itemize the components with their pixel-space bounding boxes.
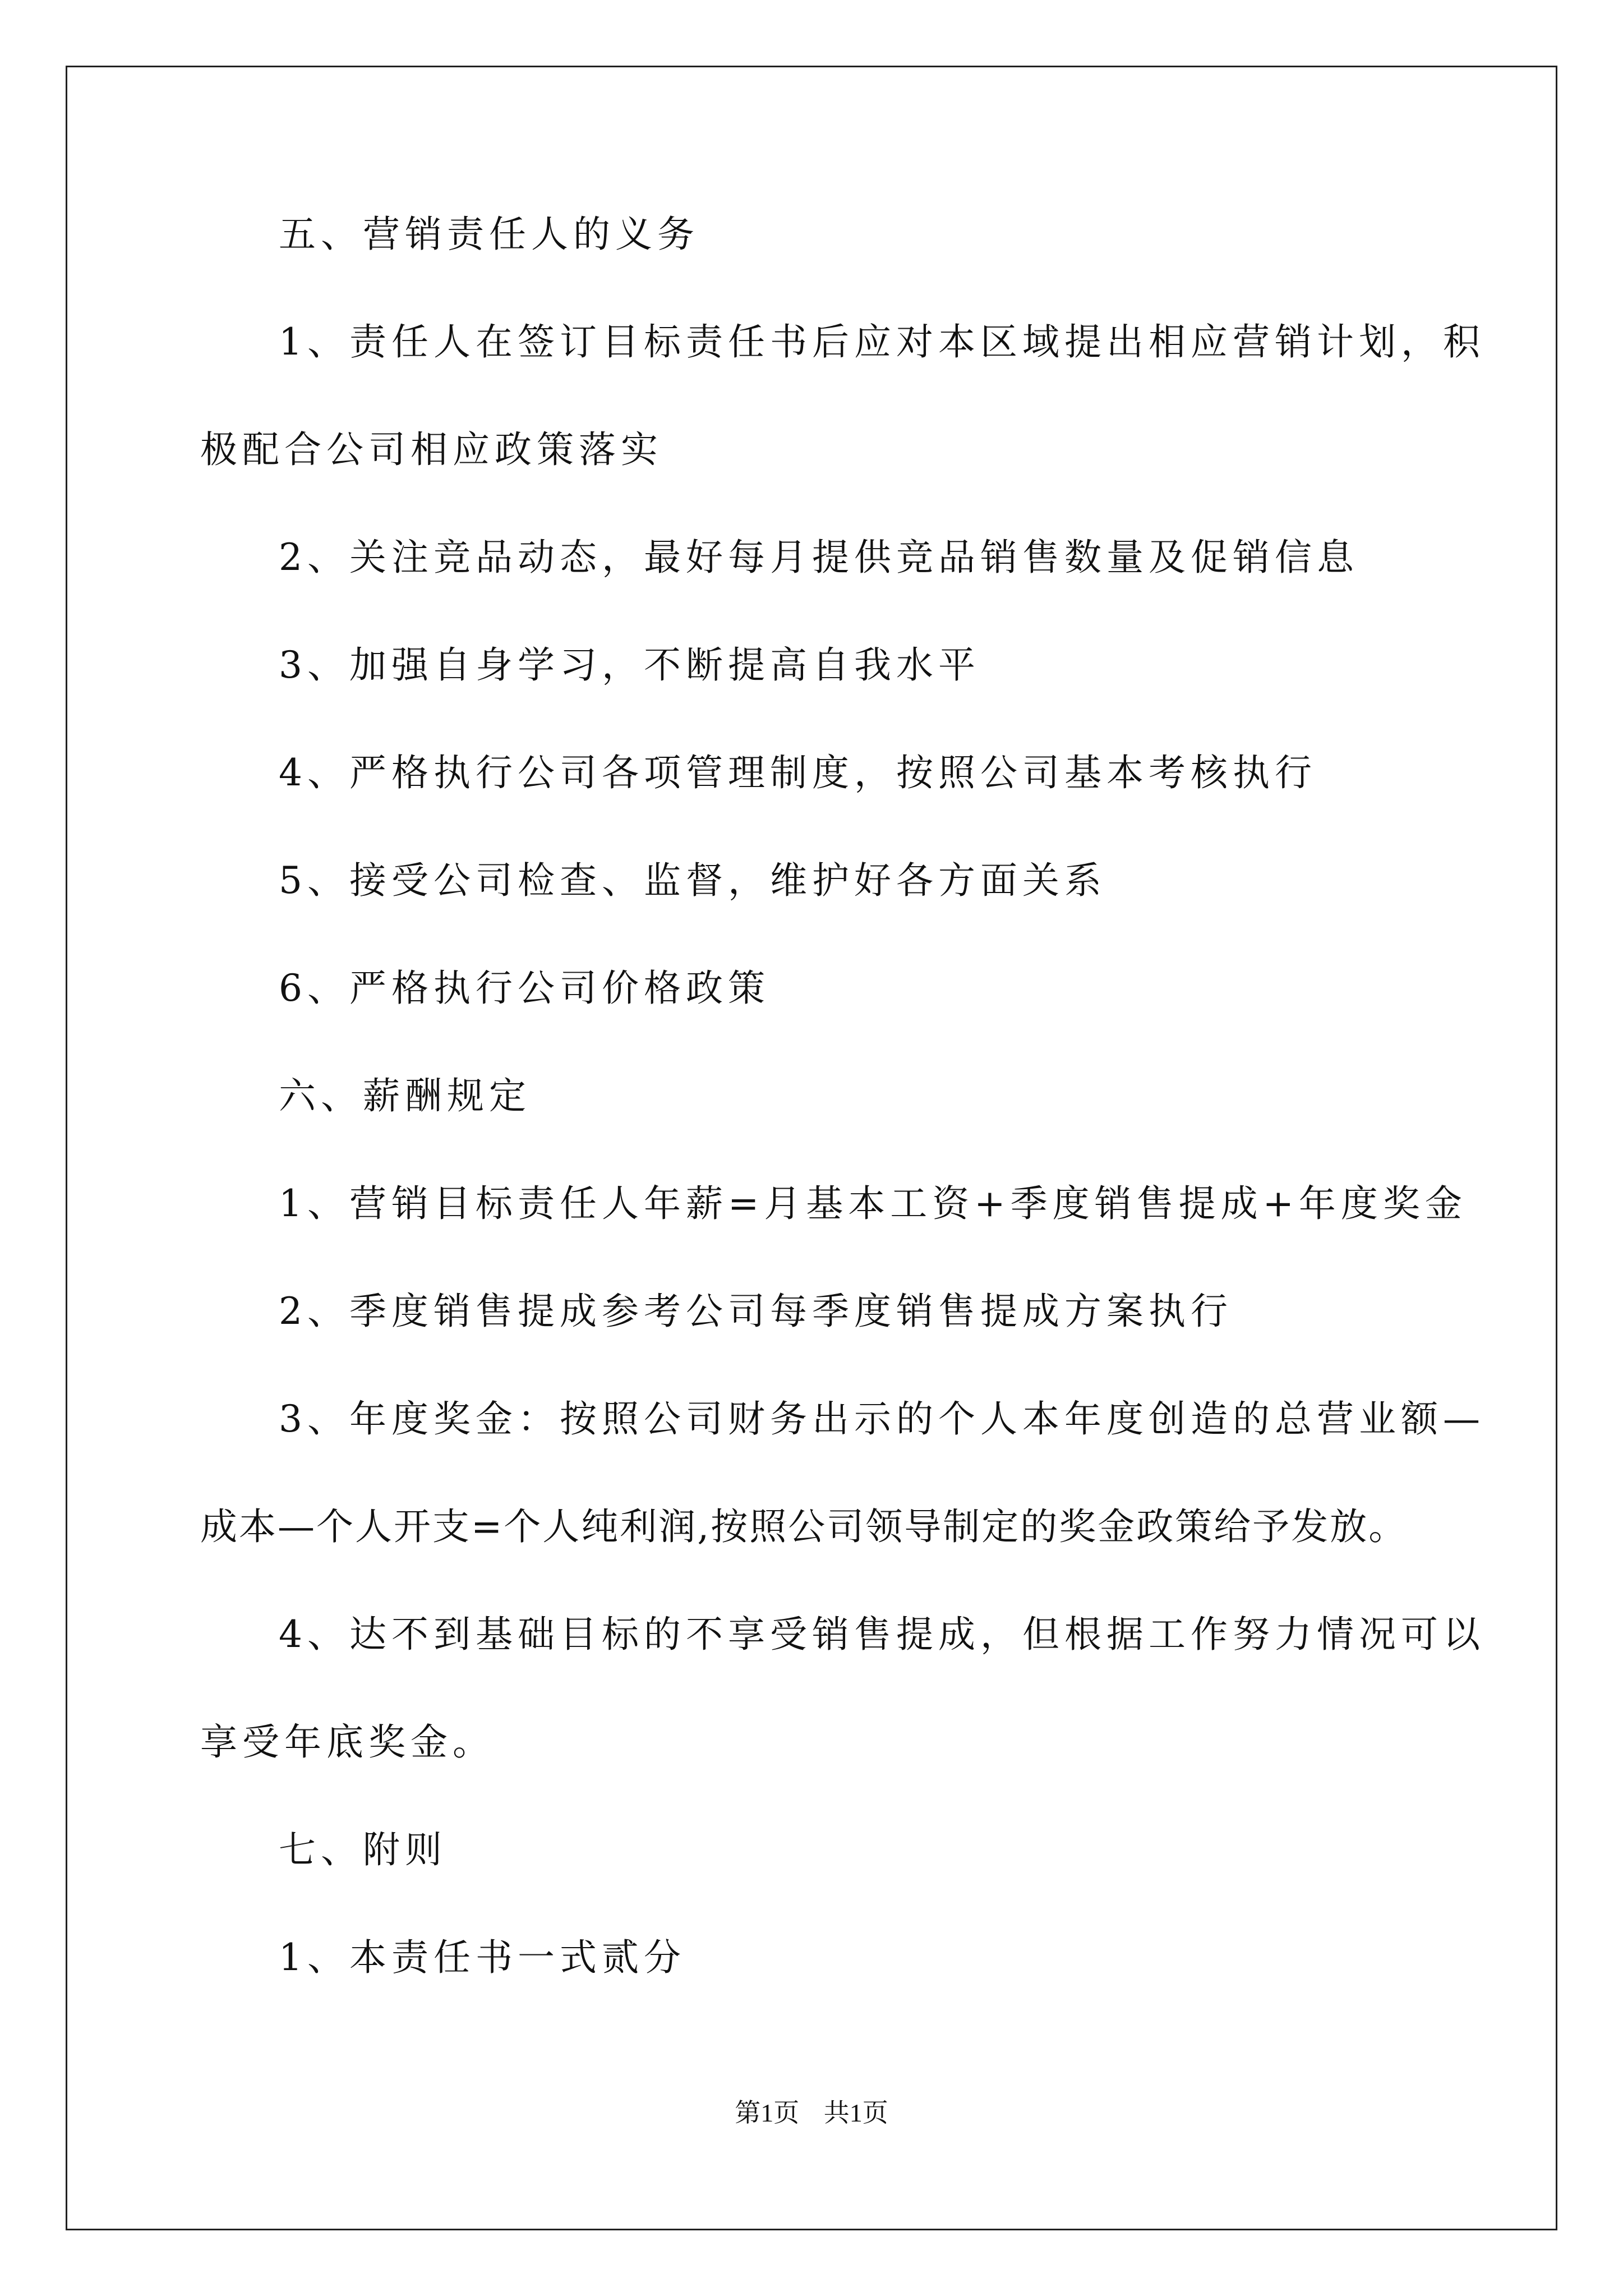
paragraph: 1、责任人在签订目标责任书后应对本区域提出相应营销计划，积 bbox=[279, 320, 1485, 364]
paragraph-continuation: 享受年底奖金。 bbox=[200, 1720, 495, 1764]
paragraph: 3、加强自身学习，不断提高自我水平 bbox=[279, 643, 980, 687]
page-number-current: 第1页 bbox=[735, 2099, 800, 2127]
section-heading-obligations: 五、营销责任人的义务 bbox=[279, 213, 699, 256]
page-number-total: 共1页 bbox=[823, 2099, 888, 2127]
paragraph: 2、关注竞品动态，最好每月提供竞品销售数量及促销信息 bbox=[279, 536, 1359, 579]
paragraph: 1、本责任书一式贰分 bbox=[279, 1936, 686, 1979]
paragraph: 2、季度销售提成参考公司每季度销售提成方案执行 bbox=[279, 1290, 1233, 1333]
paragraph: 4、严格执行公司各项管理制度，按照公司基本考核执行 bbox=[279, 751, 1317, 794]
section-heading-appendix: 七、附则 bbox=[279, 1828, 447, 1871]
paragraph: 5、接受公司检查、监督，维护好各方面关系 bbox=[279, 859, 1106, 902]
paragraph: 4、达不到基础目标的不享受销售提成，但根据工作努力情况可以 bbox=[279, 1613, 1485, 1656]
paragraph-continuation: 成本—个人开支=个人纯利润,按照公司领导制定的奖金政策给予发放。 bbox=[200, 1505, 1408, 1548]
document-body bbox=[200, 208, 1485, 1985]
paragraph: 1、营销目标责任人年薪=月基本工资+季度销售提成+年度奖金 bbox=[279, 1182, 1467, 1225]
page-footer bbox=[0, 2092, 1623, 2129]
paragraph: 3、年度奖金：按照公司财务出示的个人本年度创造的总营业额— bbox=[279, 1397, 1485, 1441]
section-heading-salary: 六、薪酬规定 bbox=[279, 1074, 531, 1117]
paragraph-continuation: 极配合公司相应政策落实 bbox=[200, 428, 663, 471]
paragraph: 6、严格执行公司价格政策 bbox=[279, 967, 770, 1010]
